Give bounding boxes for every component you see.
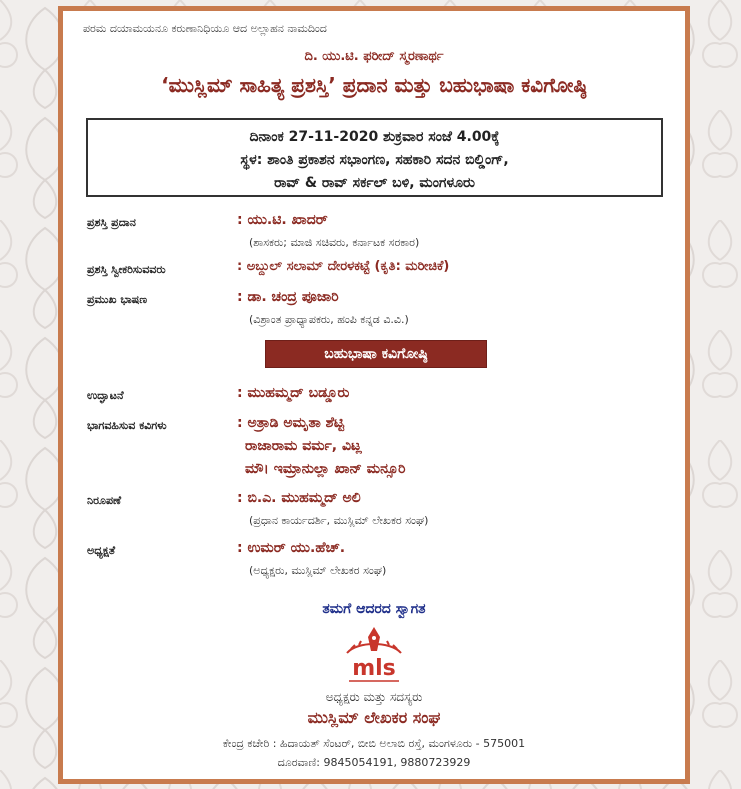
logo-text: mls [352,656,396,681]
keynote-label: ಪ್ರಮುಖ ಭಾಷಣ [87,293,148,306]
members-text: ಅಧ್ಯಕ್ಷರು ಮತ್ತು ಸದಸ್ಯರು [325,690,423,704]
invocation-text: ಪರಮ ದಯಾಮಯನೂ ಕರುಣಾನಿಧಿಯೂ ಆದ ಅಲ್ಲಾಹನ ನಾಮದಿಂದ [83,22,327,35]
organization-name: ಮುಸ್ಲಿಮ್ ಲೇಖಕರ ಸಂಘ [307,708,441,727]
poet-3: ಮೌ। ಇಮ್ರಾನುಲ್ಲಾ ಖಾನ್ ಮನ್ಸೂರಿ [245,461,406,477]
speaker-name: : ಡಾ. ಚಂದ್ರ ಪೂಜಾರಿ [237,289,339,305]
event-venue-line2: ರಾವ್ & ರಾವ್ ಸರ್ಕಲ್ ಬಳಿ, ಮಂಗಳೂರು [274,175,475,191]
event-date: ದಿನಾಂಕ 27-11-2020 ಶುಕ್ರವಾರ ಸಂಜೆ 4.00ಕ್ಕೆ [249,129,500,145]
poet-1: : ಅತ್ರಾಡಿ ಅಮೃತಾ ಶೆಟ್ಟಿ [237,415,345,431]
chair-role: (ಅಧ್ಯಕ್ಷರು, ಮುಸ್ಲಿಮ್ ಲೇಖಕರ ಸಂಘ) [249,564,387,577]
inaugurator-name: : ಮುಹಮ್ಮದ್ ಬಡ್ಡೂರು [237,385,350,401]
event-details-box [86,118,663,197]
memorial-line: ದಿ. ಯು.ಟಿ. ಫರೀದ್ ಸ್ಮರಣಾರ್ಥ [304,49,444,64]
mls-logo [339,625,409,687]
main-title: ‘ಮುಸ್ಲಿಮ್ ಸಾಹಿತ್ಯ ಪ್ರಶಸ್ತಿ’ ಪ್ರದಾನ ಮತ್ತು ಬಹುಭಾಷಾ ಕವಿಗೋಷ್ಠಿ [161,73,587,97]
participating-poets-label: ಭಾಗವಹಿಸುವ ಕವಿಗಳು [87,419,167,432]
poets-meet-banner: ಬಹುಭಾಷಾ ಕವಿಗೋಷ್ಠಿ [266,341,486,367]
chair-name: : ಉಮರ್ ಯು.ಹೆಚ್. [237,540,346,556]
speaker-role: (ವಿಶ್ರಾಂತ ಪ್ರಾಧ್ಯಾಪಕರು, ಹಂಪಿ ಕನ್ನಡ ವಿ.ವಿ.) [249,313,409,326]
invitation-card [58,6,690,784]
inauguration-label: ಉದ್ಘಾಟನೆ [87,389,124,402]
presenter-role: (ಶಾಸಕರು; ಮಾಜಿ ಸಚಿವರು, ಕರ್ನಾಟಕ ಸರಕಾರ) [249,236,420,249]
award-presentation-label: ಪ್ರಶಸ್ತಿ ಪ್ರದಾನ [87,216,136,229]
poet-2: ರಾಜಾರಾಮ ವರ್ಮ, ವಿಟ್ಲ [245,438,362,454]
presenter-name: : ಯು.ಟಿ. ಖಾದರ್ [237,212,328,228]
compere-role: (ಪ್ರಧಾನ ಕಾರ್ಯದರ್ಶಿ, ಮುಸ್ಲಿಮ್ ಲೇಖಕರ ಸಂಘ) [249,514,429,527]
recipient-name: : ಅಬ್ದುಲ್ ಸಲಾಮ್ ದೇರಳಕಟ್ಟೆ (ಕೃತಿ: ಮರೀಚಿಕೆ) [237,259,450,274]
compere-name: : ಬಿ.ಎ. ಮುಹಮ್ಮದ್ ಅಲಿ [237,490,361,506]
award-recipient-label: ಪ್ರಶಸ್ತಿ ಸ್ವೀಕರಿಸುವವರು [87,263,166,276]
welcome-text: ತಮಗೆ ಆದರದ ಸ್ವಾಗತ [322,601,426,617]
compere-label: ನಿರೂಪಣೆ [87,494,122,507]
phone-numbers: ದೂರವಾಣಿ: 9845054191, 9880723929 [277,756,471,769]
event-venue-line1: ಸ್ಥಳ: ಶಾಂತಿ ಪ್ರಕಾಶನ ಸಭಾಂಗಣ, ಸಹಕಾರಿ ಸದನ ಬಿಲ್ಡಿಂಗ್, [240,152,509,168]
office-address: ಕೇಂದ್ರ ಕಚೇರಿ : ಹಿದಾಯತ್ ಸೆಂಟರ್, ಬೀಬಿ ಅಲಾಬಿ ರಸ್ತೆ, ಮಂಗಳೂರು - 575001 [222,737,526,750]
chair-label: ಅಧ್ಯಕ್ಷತೆ [87,544,116,557]
